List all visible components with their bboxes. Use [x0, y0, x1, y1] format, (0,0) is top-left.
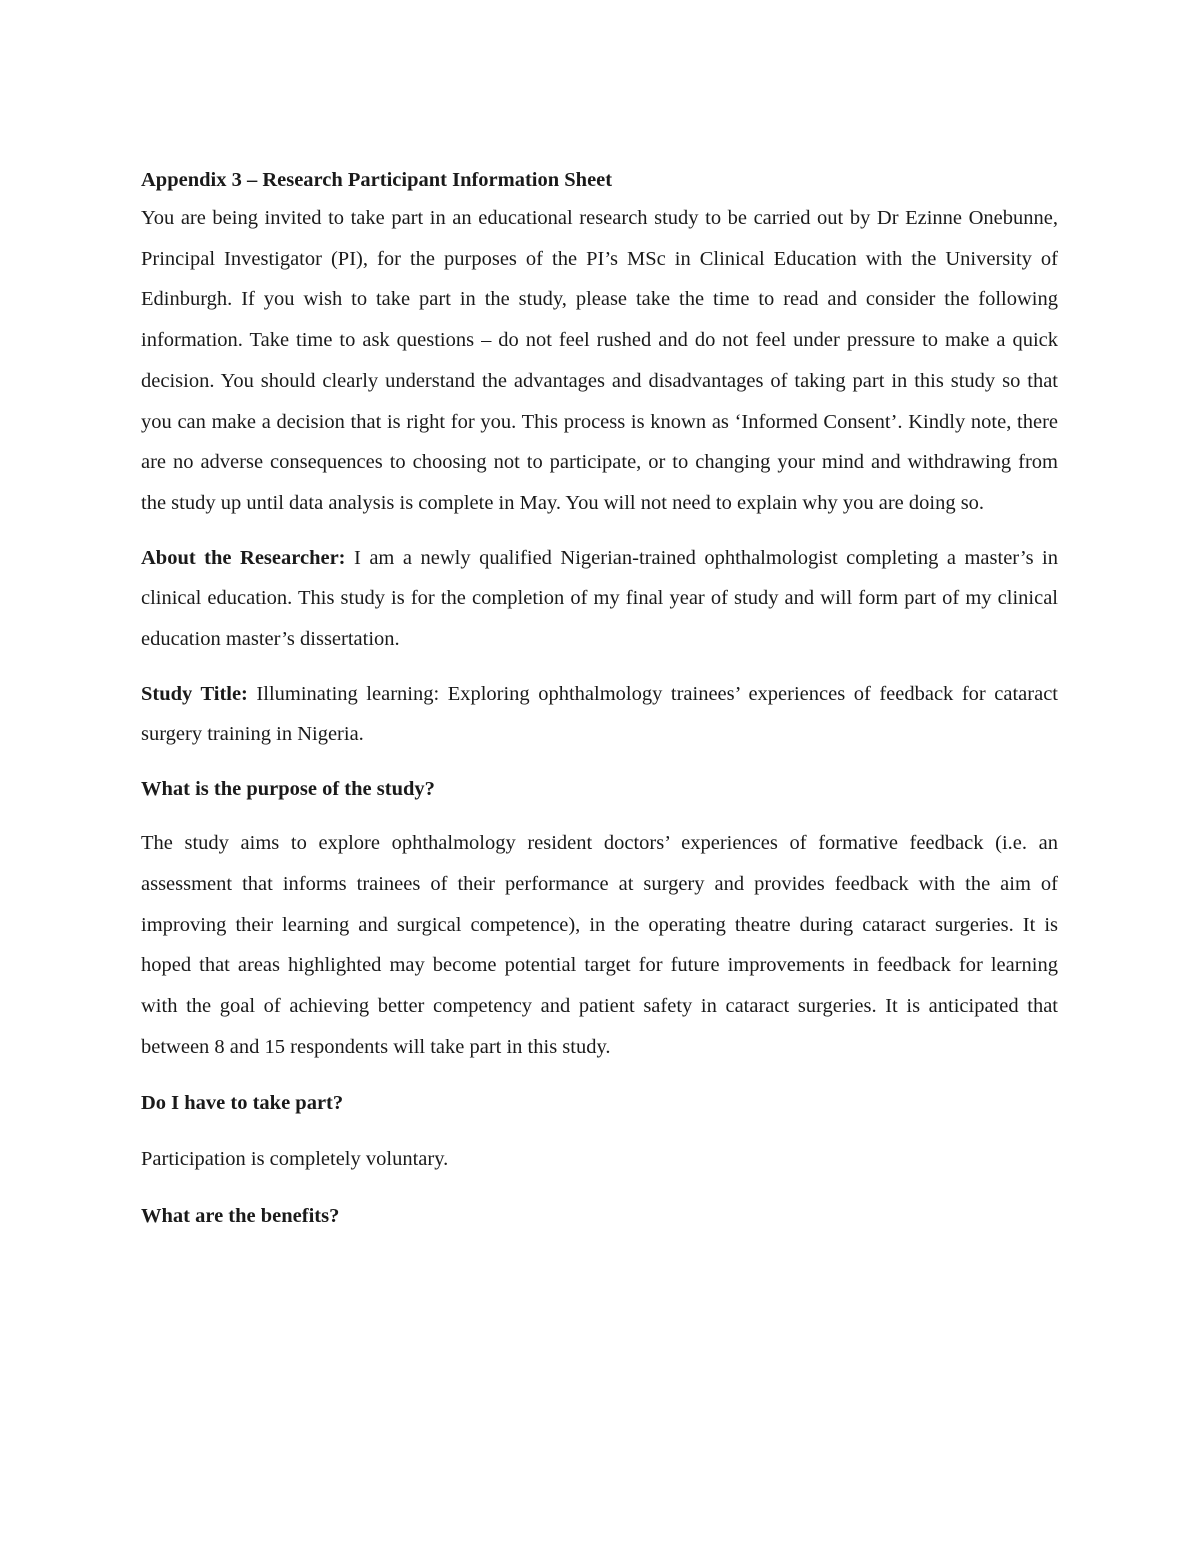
- benefits-heading: What are the benefits?: [141, 1205, 340, 1228]
- about-researcher-label: About the Researcher:: [141, 546, 346, 569]
- document-page: [141, 162, 1058, 1236]
- document-title: Appendix 3 – Research Participant Information Sheet: [141, 169, 613, 191]
- purpose-paragraph: The study aims to explore ophthalmology resident doctors’ experiences of formative feedback (i.e. an assessment that informs trainees of their performance at surgery and provides feedback with the aim of improving their learning and surgical competence), in the operating theatre during cataract surgeries. It is hoped that areas highlighted may become potential target for future improvements in feedback for learning with the goal of achieving better competency and patient safety in cataract surgeries. It is anticipated that between 8 and 15 respondents will take part in this study.: [141, 832, 1058, 1058]
- about-researcher-text: I am a newly qualified Nigerian-trained ophthalmologist completing a master’s in clinical education. This study is for the completion of my final year of study and will form part of my clinical education master’s dissertation.: [141, 546, 1058, 651]
- study-title-label: Study Title:: [141, 682, 248, 705]
- study-title-text: Illuminating learning: Exploring ophthalmology trainees’ experiences of feedback for cataract surgery training in Nigeria.: [141, 682, 1058, 746]
- take-part-heading: Do I have to take part?: [141, 1092, 344, 1115]
- take-part-paragraph: Participation is completely voluntary.: [141, 1148, 449, 1171]
- purpose-heading: What is the purpose of the study?: [141, 778, 435, 801]
- study-title-paragraph: [141, 674, 1058, 755]
- intro-paragraph: You are being invited to take part in an educational research study to be carried out by Dr Ezinne Onebunne, Principal Investigator (PI), for the purposes of the PI’s MSc in Clinical Education with the University of Edinburgh. If you wish to take part in the study, please take the time to read and consider the following information. Take time to ask questions – do not feel rushed and do not feel under pressure to make a quick decision. You should clearly understand the advantages and disadvantages of taking part in this study so that you can make a decision that is right for you. This process is known as ‘Informed Consent’. Kindly note, there are no adverse consequences to choosing not to participate, or to changing your mind and withdrawing from the study up until data analysis is complete in May. You will not need to explain why you are doing so.: [141, 207, 1058, 514]
- about-researcher-paragraph: [141, 538, 1058, 660]
